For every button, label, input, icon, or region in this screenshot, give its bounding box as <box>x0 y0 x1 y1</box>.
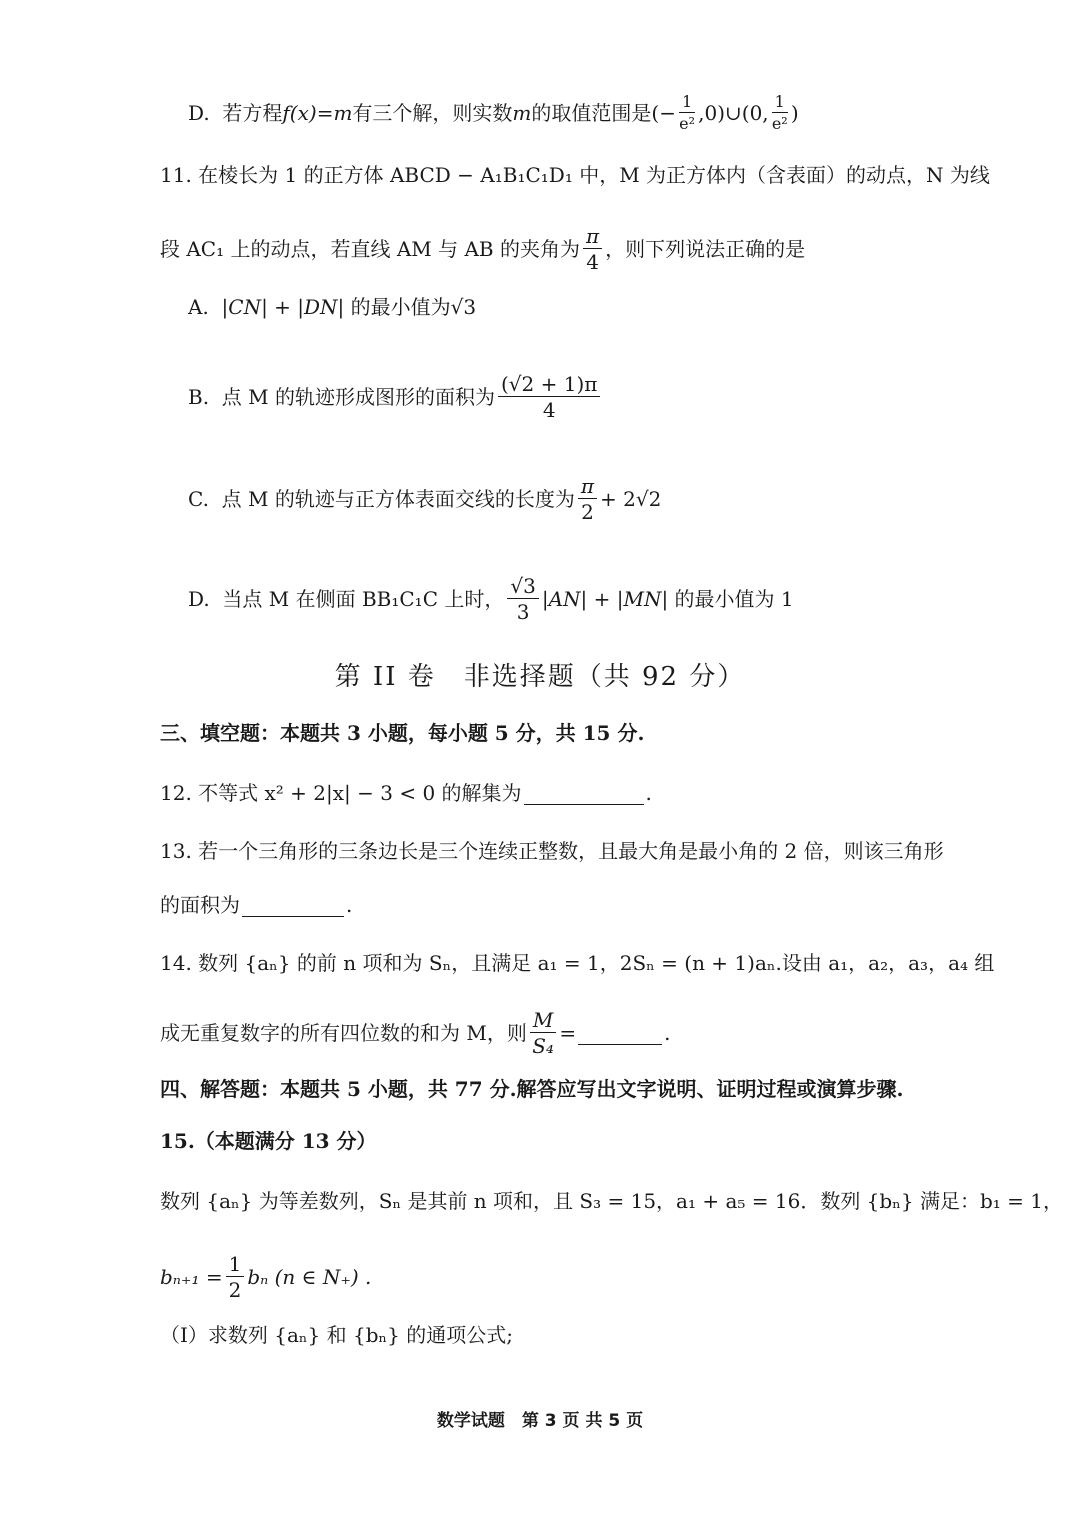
numerator: (√2 + 1)π <box>498 374 600 397</box>
punctuation: . <box>346 893 353 917</box>
answer-blank[interactable] <box>242 894 344 917</box>
question-text: 成无重复数字的所有四位数的和为 M，则 <box>160 1021 527 1045</box>
q15-line2 <box>160 1254 960 1300</box>
q12 <box>160 778 960 808</box>
q11-option-c <box>188 476 960 522</box>
numerator: π <box>578 476 597 499</box>
option-text: 的最小值为 1 <box>674 587 794 611</box>
q13-line2 <box>160 890 960 920</box>
q15-line1 <box>160 1186 1063 1216</box>
numerator: 1 <box>772 94 788 113</box>
answer-blank[interactable] <box>578 1022 662 1045</box>
math-expression: |CN| + |DN| <box>221 295 345 319</box>
page-footer: 数学试题 第 3 页 共 5 页 <box>436 1411 644 1431</box>
question-text: 不等式 x² + 2|x| − 3 < 0 的解集为 <box>198 781 522 805</box>
math-expression: bₙ₊₁ = <box>160 1265 223 1289</box>
numerator: 1 <box>226 1254 245 1277</box>
question-text: ，则下列说法正确的是 <box>605 237 806 261</box>
section-title: 第 II 卷 非选择题（共 92 分） <box>334 662 746 692</box>
option-text: 当点 M 在侧面 BB₁C₁C 上时， <box>222 587 505 611</box>
math-expression: + 2√2 <box>600 487 662 511</box>
denominator: e² <box>771 114 788 133</box>
question-text: 的面积为 <box>160 893 240 917</box>
numerator: M <box>530 1010 556 1033</box>
q11-stem-line1 <box>160 160 990 190</box>
part3-heading: 三、填空题：本题共 3 小题，每小题 5 分，共 15 分. <box>160 721 645 745</box>
question-text: （Ⅰ）求数列 {aₙ} 和 {bₙ} 的通项公式; <box>160 1323 513 1347</box>
denominator: e² <box>679 114 695 133</box>
numerator: 1 <box>679 94 695 113</box>
q11-option-d <box>188 576 960 622</box>
math-expression: |AN| + |MN| <box>541 587 669 611</box>
math-expression: bₙ (n ∈ N₊) . <box>247 1265 372 1289</box>
fraction <box>498 374 600 420</box>
question-text: 段 AC₁ 上的动点，若直线 AM 与 AB 的夹角为 <box>160 237 580 261</box>
math-expression: f(x)=m <box>282 101 353 125</box>
question-text: 数列 {aₙ} 为等差数列，Sₙ 是其前 n 项和，且 S₃ = 15，a₁ + a₅ = 16．数列 {bₙ} 满足：b₁ = 1， <box>160 1189 1063 1213</box>
option-label: D. <box>188 587 210 611</box>
question-number: 11. <box>160 163 192 187</box>
q14-line2 <box>160 1010 960 1056</box>
denominator: 2 <box>228 1278 242 1302</box>
option-text: 的取值范围是 <box>531 101 652 125</box>
denominator: 4 <box>542 398 556 422</box>
denominator: S₄ <box>532 1034 554 1058</box>
q11-stem-line2 <box>160 226 960 272</box>
option-text: 点 M 的轨迹与正方体表面交线的长度为 <box>221 487 575 511</box>
fraction <box>530 1010 556 1056</box>
fraction <box>583 226 602 272</box>
math-expression: = <box>559 1021 577 1045</box>
punctuation: . <box>664 1021 671 1045</box>
question-text: 在棱长为 1 的正方体 ABCD − A₁B₁C₁D₁ 中，M 为正方体内（含表面）的动点，N 为线 <box>198 163 990 187</box>
fraction <box>578 476 597 522</box>
denominator: 4 <box>586 250 599 274</box>
punctuation: . <box>645 781 652 805</box>
fraction <box>226 1254 245 1300</box>
option-label: C. <box>188 487 209 511</box>
option-label: B. <box>188 385 210 409</box>
part4-heading: 四、解答题：本题共 5 小题，共 77 分.解答应写出文字说明、证明过程或演算步骤. <box>160 1077 904 1101</box>
denominator: 3 <box>516 600 530 624</box>
numerator: √3 <box>507 576 538 599</box>
option-text: 的最小值为 <box>350 295 451 319</box>
option-label: D. <box>188 101 210 125</box>
denominator: 2 <box>581 500 594 524</box>
answer-blank[interactable] <box>524 782 644 805</box>
fraction <box>679 94 695 132</box>
math-expression: √3 <box>450 295 477 319</box>
fraction <box>507 576 538 622</box>
fraction <box>772 94 788 132</box>
option-label: A. <box>188 295 209 319</box>
question-number: 13. <box>160 839 192 863</box>
q13-line1 <box>160 836 960 866</box>
numerator: π <box>583 226 602 249</box>
question-text: 若一个三角形的三条边长是三个连续正整数，且最大角是最小角的 2 倍，则该三角形 <box>198 839 944 863</box>
math-expression: (− <box>651 101 676 125</box>
q11-option-a <box>188 292 960 322</box>
option-text: 有三个解，则实数 <box>352 101 513 125</box>
question-text: 数列 {aₙ} 的前 n 项和为 Sₙ，且满足 a₁ = 1，2Sₙ = (n + 1)aₙ.设由 a₁，a₂，a₃，a₄ 组 <box>198 951 995 975</box>
q10-option-d <box>188 94 960 132</box>
option-text: 若方程 <box>222 101 283 125</box>
math-expression: ,0)∪(0, <box>698 101 769 125</box>
question-number: 12. <box>160 781 192 805</box>
q15-heading: 15.（本题满分 13 分） <box>160 1129 377 1153</box>
q14-line1 <box>160 948 995 978</box>
math-expression: ) <box>790 101 799 125</box>
question-number: 14. <box>160 951 192 975</box>
q11-option-b <box>188 374 960 420</box>
math-variable: m <box>512 101 532 125</box>
option-text: 点 M 的轨迹形成图形的面积为 <box>221 385 495 409</box>
q15-part1 <box>160 1320 960 1350</box>
